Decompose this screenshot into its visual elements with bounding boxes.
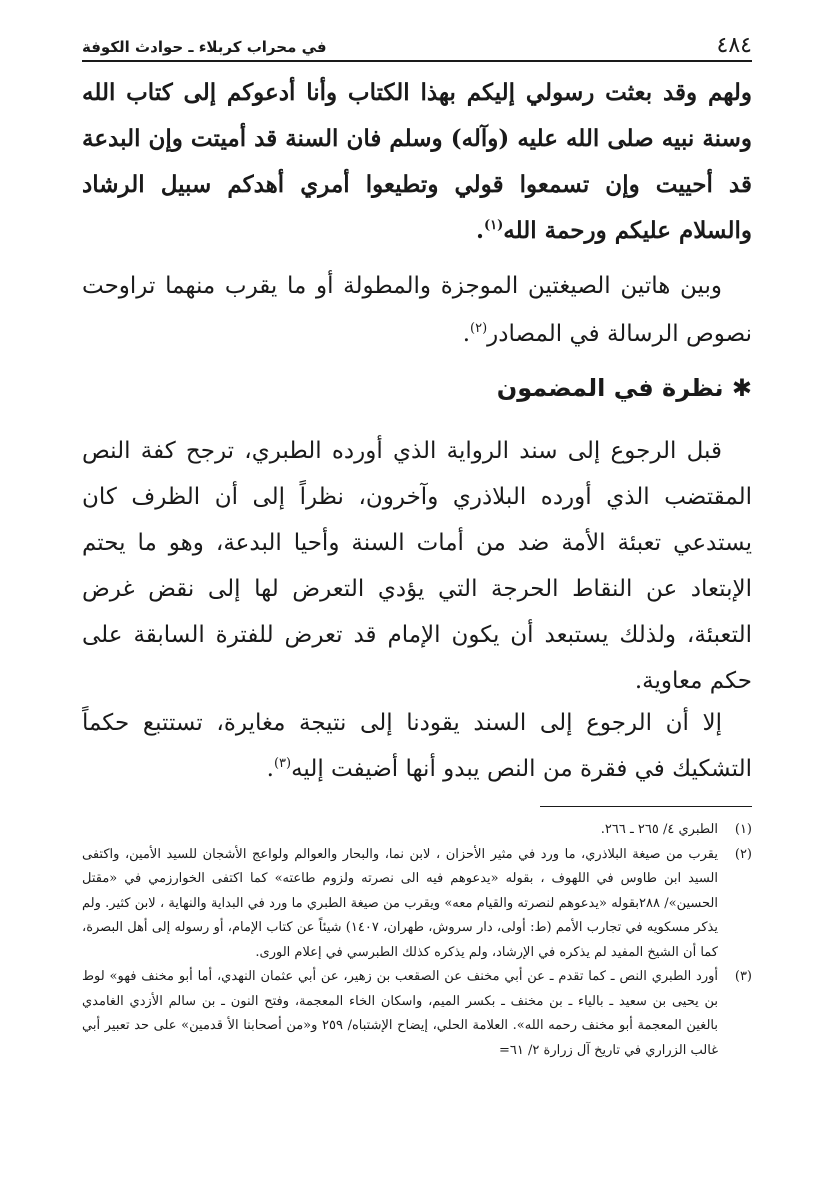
footnote-divider [540, 806, 752, 807]
footnote-text: الطبري ٤/ ٢٦٥ ـ ٢٦٦. [600, 822, 718, 837]
page-header [82, 30, 752, 62]
paragraph-analysis [82, 428, 752, 704]
paragraph-text: وبين هاتين الصيغتين الموجزة والمطولة أو ما يقرب منهما تراوحت نصوص الرسالة في المصادر [82, 273, 752, 347]
section-title: نظرة في المضمون [496, 374, 724, 402]
running-title: في محراب كربلاء ـ حوادث الكوفة [82, 38, 327, 56]
footnote-text: يقرب من صيغة البلاذري، ما ورد في مثير الأحزان ، لابن نما، والبحار والعوالم ولواعج الأشجان للسيد الأمين، واكتفى السيد ابن طاوس في اللهوف ، بقوله «يدعوهم فيه الى نصرته ولزوم طاعته» كما اكتفى الخوارزمي في «مقتل الحسين»/ ٢٨٨بقوله «يدعوهم لنصرته والقيام معه» ويقرب من صيغة الطبري ما ورد في البداية والنهاية ، لابن كثير. ولم يذكر مسكويه في تجارب الأمم (ط: أولى، دار سروش، طهران، ١٤٠٧) شيئاً عن كتاب الإمام، أو رسوله إلى أهل البصرة، كما أن الشيخ المفيد لم يذكره في الإرشاد، ولم يذكره كذلك الطبرسي في إعلام الورى. [82, 846, 718, 960]
paragraph-text: قبل الرجوع إلى سند الرواية الذي أورده الطبري، ترجح كفة النص المقتضب الذي أورده البلاذري وآخرون، نظراً إلى أن الظرف كان يستدعي تعبئة الأمة ضد من أمات السنة وأحيا البدعة، وهو ما يحتم الإبتعاد عن النقاط الحرجة التي يؤدي التعرض لها إلى نقض غرض التعبئة، ولذلك يستبعد أن يكون الإمام قد تعرض للفترة السابقة على حكم معاوية. [82, 438, 752, 694]
paragraph-text: إلا أن الرجوع إلى السند يقودنا إلى نتيجة مغايرة، تستتبع حكماً التشكيك في فقرة من النص يبدو أنها أضيفت إليه [82, 710, 752, 782]
footnote-ref[interactable]: (٣) [273, 755, 292, 771]
footnote-ref[interactable]: (١) [484, 217, 504, 233]
footnote [82, 818, 752, 843]
period: . [266, 756, 274, 782]
footnote-ref[interactable]: (٢) [470, 320, 488, 336]
footnote-number: (٣) [734, 969, 752, 984]
footnotes [82, 818, 752, 1063]
footnote-number: (١) [734, 822, 752, 837]
paragraph-letter-quote [82, 70, 752, 254]
page-number: ٤٨٤ [716, 33, 752, 58]
section-heading [82, 366, 752, 410]
paragraph-sources [82, 262, 752, 358]
period: . [475, 217, 484, 244]
asterisk-icon: ✱ [731, 374, 752, 402]
footnote [82, 965, 752, 1063]
footnote [82, 843, 752, 966]
period: . [462, 321, 471, 347]
footnote-text: أورد الطبري النص ـ كما تقدم ـ عن أبي مخنف عن الصقعب بن زهير، عن أبي عثمان النهدي، أما أبو مخنف فهو» لوط بن يحيى بن سعيد ـ بالياء ـ بن مخنف ـ بكسر الميم، واسكان الخاء المعجمة، وفتح النون ـ بن سالم الأزدي الغامدي بالغين المعجمة أبو مخنف رحمه الله». العلامة الحلي، إيضاح الإشتباه/ ٢٥٩ و«من أصحابنا الأ قدمين» على حد تعبير أبي غالب الزراري في تاريخ آل زرارة ٢/ ٦١= [82, 969, 718, 1058]
paragraph-text: ولهم وقد بعثت رسولي إليكم بهذا الكتاب وأنا أدعوكم إلى كتاب الله وسنة نبيه صلى الله عليه (وآله) وسلم فان السنة قد أميتت وإن البدعة قد أحييت وإن تسمعوا قولي وتطيعوا أمري أهدكم سبيل الرشاد والسلام عليكم ورحمة الله [82, 79, 752, 244]
paragraph-conclusion [82, 700, 752, 792]
footnote-number: (٢) [734, 846, 752, 862]
